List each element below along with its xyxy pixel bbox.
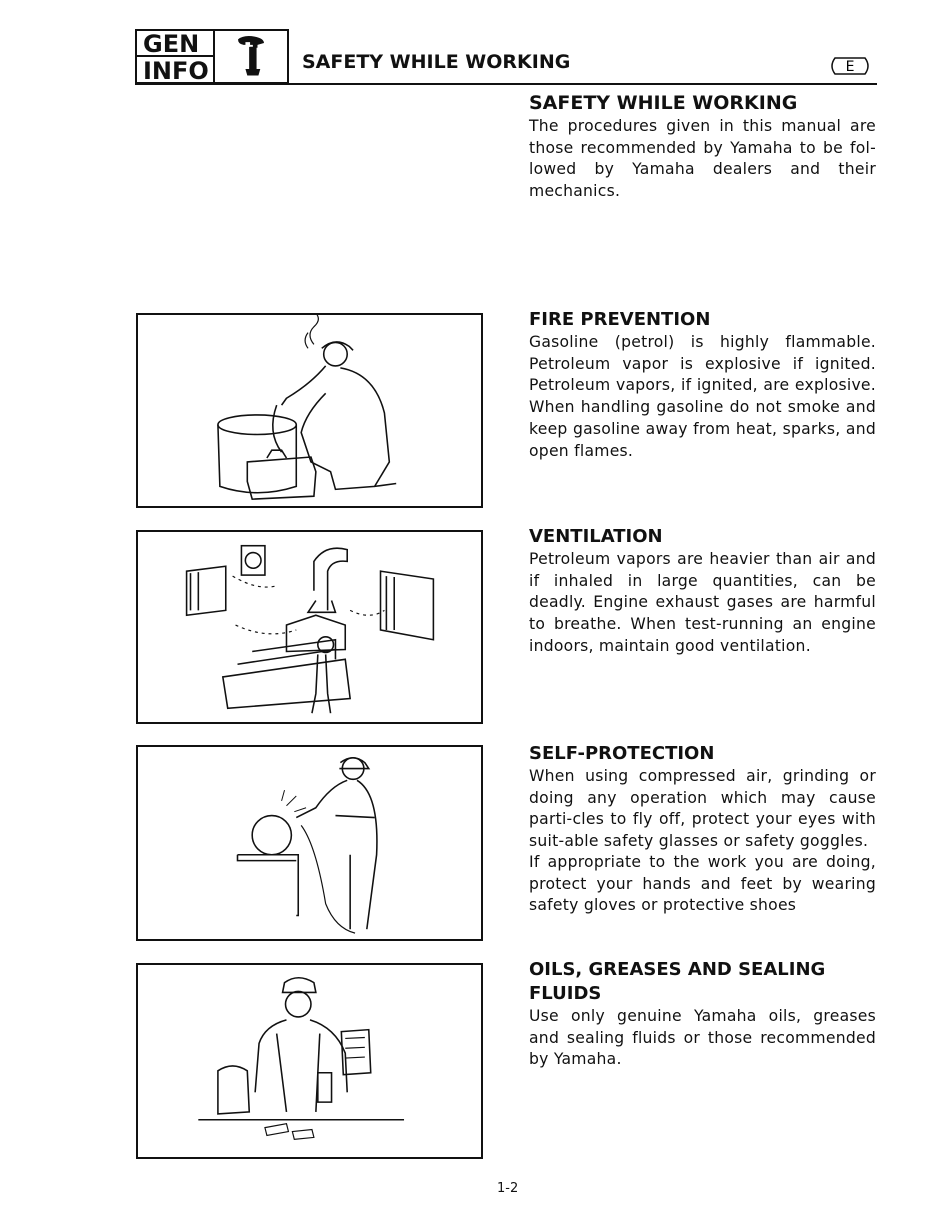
section-text-self-protection: When using compressed air, grinding or doing any operation which may cause parti-cles to fly off, protect your eyes with suit-able safety glasses or safety goggles. bbox=[529, 767, 876, 851]
header-title: SAFETY WHILE WORKING bbox=[302, 51, 571, 73]
section-title-oils-greases: OILS, GREASES AND SEALING FLUIDS bbox=[529, 959, 826, 1004]
language-badge bbox=[827, 56, 873, 76]
gen-label: GEN bbox=[143, 30, 200, 58]
header-rule bbox=[135, 83, 877, 85]
section-title-self-protection: SELF-PROTECTION bbox=[529, 743, 715, 764]
self-protection-illustration bbox=[136, 745, 483, 941]
gen-info-tab bbox=[135, 29, 215, 84]
section-title-fire-prevention: FIRE PREVENTION bbox=[529, 309, 711, 330]
section-text-fire-prevention: Gasoline (petrol) is highly flammable. Petroleum vapor is explosive if ignited. Petroleum vapors, if ignited, are explosive. When handling gasoline do not smoke and keep gasoline away from heat, sparks, and open flames. bbox=[529, 333, 876, 460]
page-number: 1-2 bbox=[497, 1181, 519, 1196]
intro-text: The procedures given in this manual are those recommended by Yamaha to be fol-lowed by Yamaha dealers and their mechanics. bbox=[529, 117, 876, 201]
info-label: INFO bbox=[143, 57, 209, 85]
fire-prevention-illustration bbox=[136, 313, 483, 508]
outboard-motor-icon bbox=[213, 29, 289, 84]
svg-text:E: E bbox=[845, 59, 855, 75]
section-text-self-protection-2: If appropriate to the work you are doing, protect your hands and feet by wearing safety gloves or protective shoes bbox=[529, 853, 876, 915]
section-text-oils-greases: Use only genuine Yamaha oils, greases and sealing fluids or those recommended by Yamaha. bbox=[529, 1007, 876, 1069]
section-text-ventilation: Petroleum vapors are heavier than air and if inhaled in large quantities, can be deadly. Engine exhaust gases are harmful to breathe. When test-running an engine indoors, maintain good ventilation. bbox=[529, 550, 876, 655]
page-title: SAFETY WHILE WORKING bbox=[529, 92, 798, 114]
section-title-ventilation: VENTILATION bbox=[529, 526, 663, 547]
oils-greases-illustration bbox=[136, 963, 483, 1159]
ventilation-illustration bbox=[136, 530, 483, 724]
